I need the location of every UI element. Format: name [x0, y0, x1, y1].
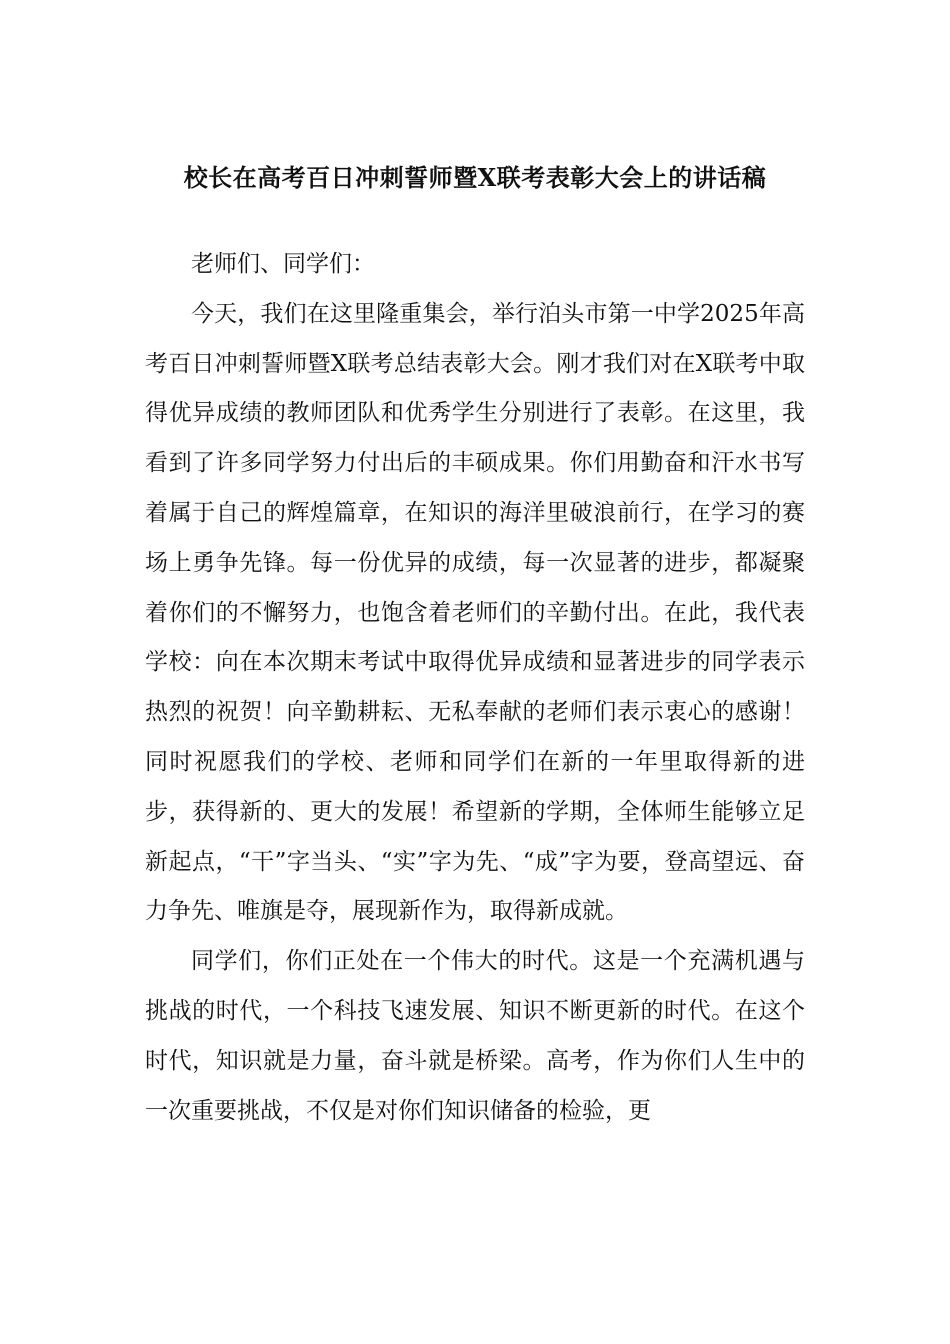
body-paragraph-1: 今天，我们在这里隆重集会，举行泊头市第一中学2025年高考百日冲刺誓师暨X联考总结表彰大会。刚才我们对在X联考中取得优异成绩的教师团队和优秀学生分别进行了表彰。在这里，我看到了许多同学努力付出后的丰硕成果。你们用勤奋和汗水书写着属于自己的辉煌篇章，在知识的海洋里破浪前行，在学习的赛场上勇争先锋。每一份优异的成绩，每一次显著的进步，都凝聚着你们的不懈努力，也饱含着老师们的辛勤付出。在此，我代表学校：向在本次期末考试中取得优异成绩和显著进步的同学表示热烈的祝贺！向辛勤耕耘、无私奉献的老师们表示衷心的感谢！同时祝愿我们的学校、老师和同学们在新的一年里取得新的进步，获得新的、更大的发展！希望新的学期，全体师生能够立足新起点，“干”字当头、“实”字为先、“成”字为要，登高望远、奋力争先、唯旗是夺，展现新作为，取得新成就。: [145, 300, 805, 925]
document-body: [145, 240, 805, 1136]
document-title: 校长在高考百日冲刺誓师暨X联考表彰大会上的讲话稿: [183, 163, 767, 192]
body-paragraph-2: 同学们，你们正处在一个伟大的时代。这是一个充满机遇与挑战的时代，一个科技飞速发展、知识不断更新的时代。在这个时代，知识就是力量，奋斗就是桥梁。高考，作为你们人生中的一次重要挑战，不仅是对你们知识储备的检验，更: [145, 948, 805, 1124]
salutation-paragraph: 老师们、同学们：: [191, 251, 375, 277]
